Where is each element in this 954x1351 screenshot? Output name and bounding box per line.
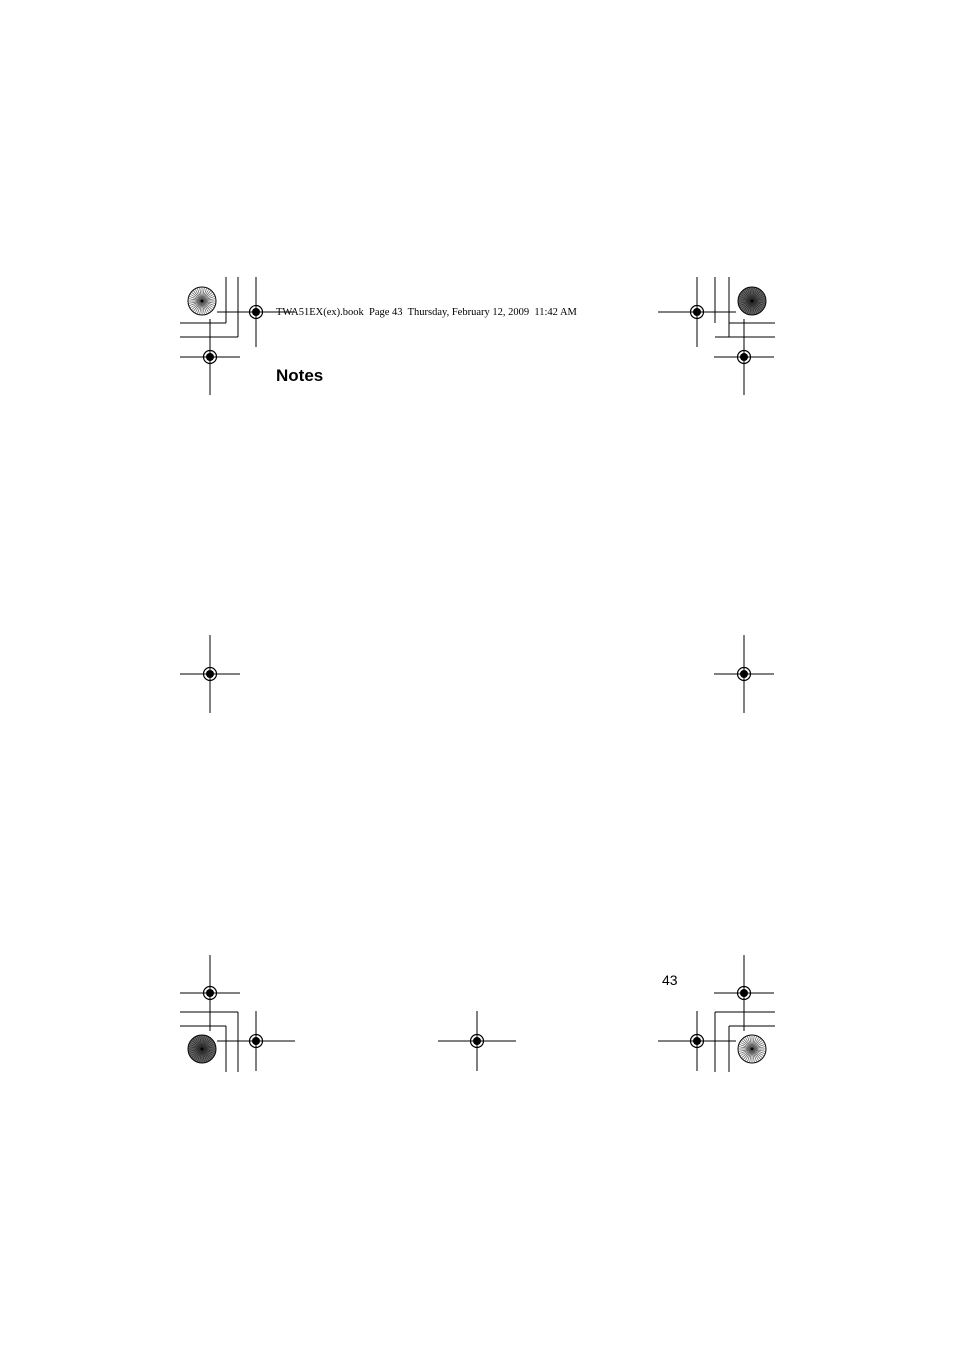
print-header-file-info: TWA51EX(ex).book Page 43 Thursday, February 12, 2009 11:42 AM	[276, 307, 577, 318]
registration-target-icon	[180, 955, 240, 1031]
registration-target-icon	[714, 319, 774, 395]
registration-target-icon	[217, 1011, 295, 1071]
registration-target-icon	[714, 955, 774, 1031]
registration-target-icon	[438, 1011, 516, 1071]
registration-target-icon	[658, 1011, 736, 1071]
registration-target-icon	[180, 319, 240, 395]
page-number: 43	[662, 972, 678, 988]
starburst-target-icon	[738, 287, 766, 315]
registration-target-icon	[180, 635, 240, 713]
registration-target-icon	[714, 635, 774, 713]
starburst-target-icon	[738, 1035, 766, 1063]
starburst-target-icon	[188, 1035, 216, 1063]
starburst-target-icon	[188, 287, 216, 315]
page-title: Notes	[276, 366, 324, 385]
